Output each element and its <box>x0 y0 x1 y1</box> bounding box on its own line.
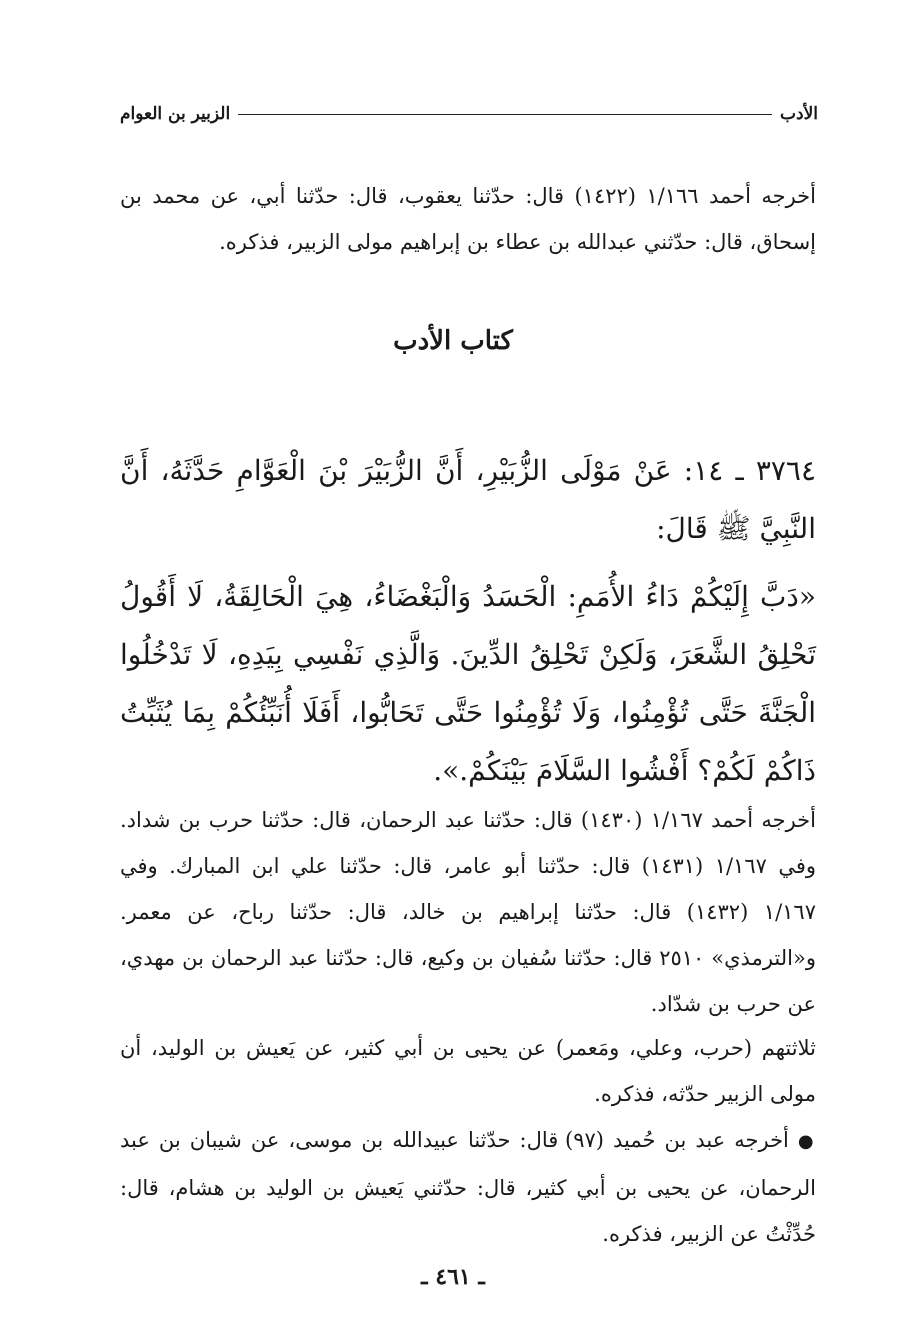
running-head-chapter: الأدب <box>780 104 818 124</box>
bullet-note-text: أخرجه عبد بن حُميد (٩٧) قال: حدّثنا عبيدالله بن موسى، عن شيبان بن عبد الرحمان، عن يحيى بن أبي كثير، قال: حدّثني يَعيش بن الوليد بن هشام، قال: حُدِّثْتُ عن الزبير، فذكره. <box>120 1128 816 1246</box>
takhrij-note: أخرجه أحمد ١/١٦٧ (١٤٣٠) قال: حدّثنا عبد الرحمان، قال: حدّثنا حرب بن شداد. وفي ١/١٦٧ (١٤٣١) قال: حدّثنا أبو عامر، قال: حدّثنا علي ابن المبارك. وفي ١/١٦٧ (١٤٣٢) قال: حدّثنا إبراهيم بن خالد، قال: حدّثنا رباح، عن معمر. و«الترمذي» ٢٥١٠ قال: حدّثنا سُفيان بن وكيع، قال: حدّثنا عبد الرحمان بن مهدي، عن حرب بن شدّاد. <box>120 808 817 1016</box>
chain-note: ثلاثتهم (حرب، وعلي، ومَعمر) عن يحيى بن أبي كثير، عن يَعيش بن الوليد، أن مولى الزبير حدّثه، فذكره. <box>120 1036 816 1106</box>
section-title: كتاب الأدب <box>393 326 513 356</box>
running-head <box>120 96 818 132</box>
running-head-title: الزبير بن العوام <box>120 104 231 124</box>
hadith-text: «دَبَّ إِلَيْكُمْ دَاءُ الأُمَمِ: الْحَسَدُ وَالْبَغْضَاءُ، هِيَ الْحَالِقَةُ، لَا أَقُولُ تَحْلِقُ الشَّعَرَ، وَلَكِنْ تَحْلِقُ الدِّينَ. وَالَّذِي نَفْسِي بِيَدِهِ، لَا تَدْخُلُوا الْجَنَّةَ حَتَّى تُؤْمِنُوا، وَلَا تُؤْمِنُوا حَتَّى تَحَابُّوا، أَفَلَا أُنَبِّئُكُمْ بِمَا يُثَبِّتُ ذَاكُمْ لَكُمْ؟ أَفْشُوا السَّلَامَ بَيْنَكُمْ.». <box>120 580 817 787</box>
bullet-icon: ● <box>797 1131 816 1152</box>
hadith-head: ٣٧٦٤ ـ ١٤: عَنْ مَوْلَى الزُّبَيْرِ، أَنَّ الزُّبَيْرَ بْنَ الْعَوَّامِ حَدَّثَهُ، أَنَّ النَّبِيَّ ﷺ قَالَ: <box>120 454 816 545</box>
running-head-rule <box>238 114 772 115</box>
intro-note: أخرجه أحمد ١/١٦٦ (١٤٢٢) قال: حدّثنا يعقوب، قال: حدّثنا أبي، عن محمد بن إسحاق، قال: حدّثني عبدالله بن عطاء بن إبراهيم مولى الزبير، فذكره. <box>120 184 816 254</box>
page-number: ـ ٤٦١ ـ <box>421 1264 485 1290</box>
bullet-note <box>120 1117 816 1257</box>
